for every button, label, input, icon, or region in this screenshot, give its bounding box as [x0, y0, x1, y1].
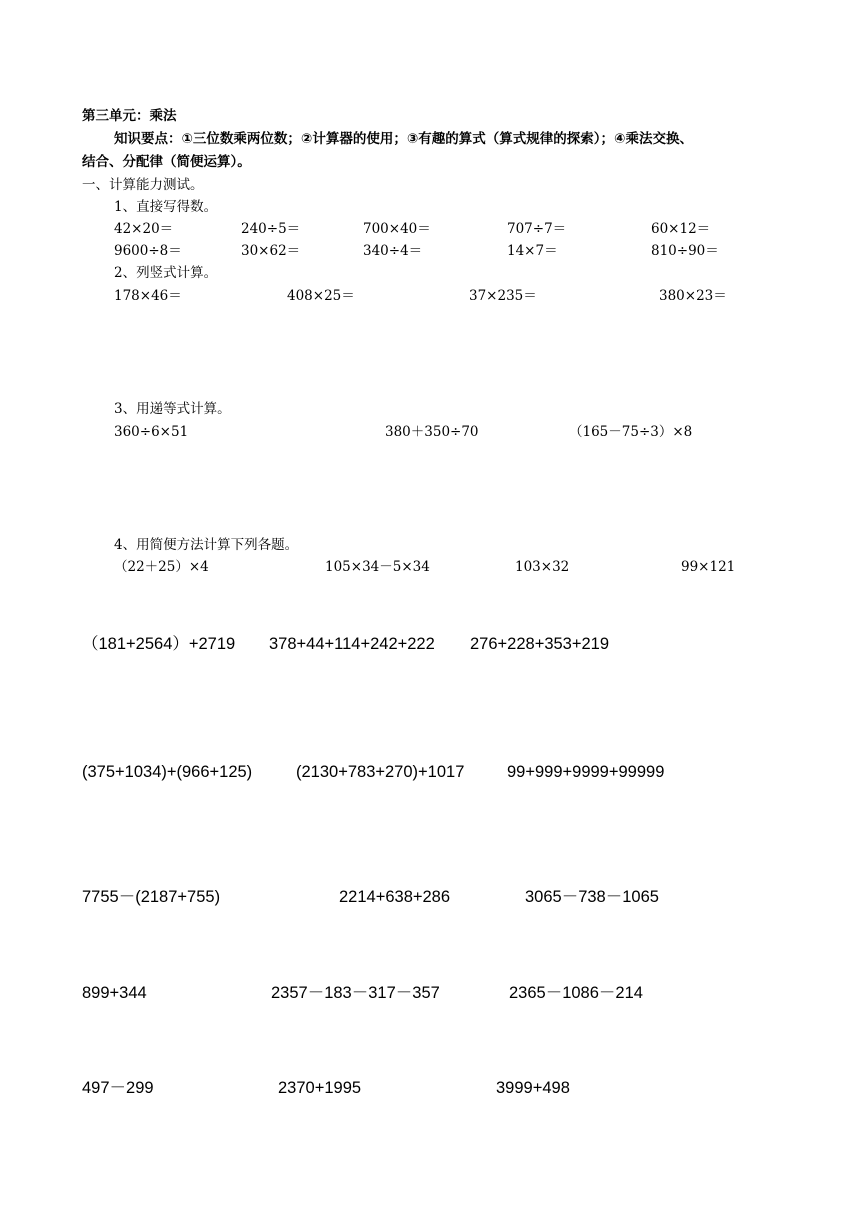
unit-title: 第三单元：乘法: [82, 108, 177, 124]
question-2-title: 2、列竖式计算。: [114, 265, 218, 281]
extra-problem: （181+2564）+2719: [82, 635, 236, 653]
q2-item: 178×46＝: [114, 288, 182, 304]
extra-problem: 276+228+353+219: [470, 635, 610, 653]
q3-item: 360÷6×51: [114, 424, 189, 440]
key-points-line-2: 结合、分配律（简便运算）。: [82, 154, 251, 170]
q1-item: 60×12＝: [651, 221, 711, 237]
extra-problem: (2130+783+270)+1017: [296, 763, 465, 781]
extra-problem: 3999+498: [496, 1079, 570, 1097]
extra-problem: 7755－(2187+755): [82, 888, 221, 906]
extra-problem: 2365－1086－214: [509, 984, 643, 1002]
q1-item: 30×62＝: [241, 243, 301, 259]
extra-problem: 378+44+114+242+222: [269, 635, 435, 653]
question-3-title: 3、用递等式计算。: [114, 401, 231, 417]
q4-item: 99×121: [681, 559, 736, 575]
q1-item: 707÷7＝: [507, 221, 567, 237]
q3-item: （165－75÷3）×8: [569, 424, 693, 440]
q1-item: 42×20＝: [114, 221, 174, 237]
q2-item: 380×23＝: [659, 288, 727, 304]
extra-problem: 99+999+9999+99999: [507, 763, 665, 781]
extra-problem: 3065－738－1065: [525, 888, 659, 906]
key-points-line-1: 知识要点：①三位数乘两位数；②计算器的使用；③有趣的算式（算式规律的探索）；④乘法交换、: [114, 131, 693, 147]
q4-item: 103×32: [515, 559, 570, 575]
q1-item: 700×40＝: [363, 221, 431, 237]
question-1-title: 1、直接写得数。: [114, 199, 218, 215]
extra-problem: (375+1034)+(966+125): [82, 763, 253, 781]
extra-problem: 899+344: [82, 984, 147, 1002]
q1-item: 240÷5＝: [241, 221, 301, 237]
q4-item: （22＋25）×4: [114, 559, 209, 575]
extra-problem: 497－299: [82, 1079, 154, 1097]
extra-problem: 2357－183－317－357: [271, 984, 440, 1002]
q1-item: 810÷90＝: [651, 243, 719, 259]
q1-item: 9600÷8＝: [114, 243, 182, 259]
extra-problem: 2370+1995: [278, 1079, 362, 1097]
q4-item: 105×34－5×34: [325, 559, 430, 575]
question-4-title: 4、用简便方法计算下列各题。: [114, 537, 299, 553]
q2-item: 408×25＝: [287, 288, 355, 304]
section-1-title: 一、计算能力测试。: [82, 177, 204, 193]
extra-problem: 2214+638+286: [339, 888, 451, 906]
q2-item: 37×235＝: [469, 288, 537, 304]
q3-item: 380＋350÷70: [385, 424, 479, 440]
q1-item: 14×7＝: [507, 243, 558, 259]
q1-item: 340÷4＝: [363, 243, 423, 259]
